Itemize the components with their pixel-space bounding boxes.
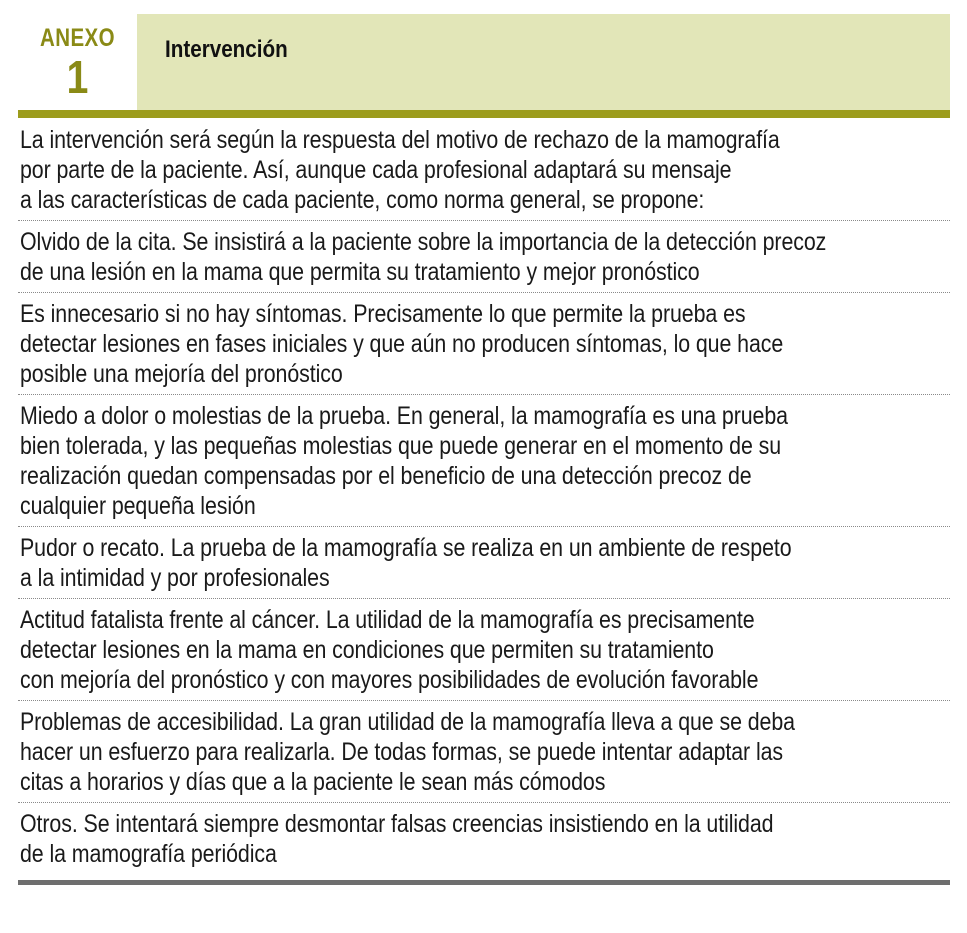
paragraph-fatalista <box>18 599 950 701</box>
paragraph-line: Actitud fatalista frente al cáncer. La utilidad de la mamografía es precisamente <box>20 606 755 634</box>
annex-title: Intervención <box>165 36 288 63</box>
paragraph-line: Pudor o recato. La prueba de la mamografía se realiza en un ambiente de respeto <box>20 534 792 562</box>
paragraph-intro <box>18 119 950 221</box>
paragraph-pudor <box>18 527 950 599</box>
paragraph-otros <box>18 803 950 874</box>
paragraph-line: de la mamografía periódica <box>20 840 277 868</box>
annex-number: 1 <box>66 51 89 103</box>
paragraph-line: bien tolerada, y las pequeñas molestias que puede generar en el momento de su <box>20 432 782 460</box>
paragraph-line: citas a horarios y días que a la paciente le sean más cómodos <box>20 768 606 796</box>
paragraph-line: La intervención será según la respuesta del motivo de rechazo de la mamografía <box>20 126 780 154</box>
paragraph-line: cualquier pequeña lesión <box>20 492 256 520</box>
paragraph-line: hacer un esfuerzo para realizarla. De todas formas, se puede intentar adaptar las <box>20 738 784 766</box>
paragraph-accesibilidad <box>18 701 950 803</box>
paragraph-line: detectar lesiones en fases iniciales y que aún no producen síntomas, lo que hace <box>20 330 784 358</box>
paragraph-line: Miedo a dolor o molestias de la prueba. En general, la mamografía es una prueba <box>20 402 788 430</box>
header-rule <box>18 110 950 118</box>
paragraph-line: de una lesión en la mama que permita su tratamiento y mejor pronóstico <box>20 258 700 286</box>
paragraph-line: a la intimidad y por profesionales <box>20 564 330 592</box>
paragraph-line: Problemas de accesibilidad. La gran utilidad de la mamografía lleva a que se deba <box>20 708 795 736</box>
footer-rule <box>18 880 950 885</box>
paragraph-line: Otros. Se intentará siempre desmontar falsas creencias insistiendo en la utilidad <box>20 810 774 838</box>
paragraph-line: detectar lesiones en la mama en condiciones que permiten su tratamiento <box>20 636 714 664</box>
annex-header <box>18 14 950 110</box>
paragraph-line: posible una mejoría del pronóstico <box>20 360 343 388</box>
annex-body <box>18 119 950 874</box>
paragraph-line: a las características de cada paciente, como norma general, se propone: <box>20 186 705 214</box>
annex-box <box>18 14 950 885</box>
annex-label: ANEXO <box>40 24 115 52</box>
annex-title-bar <box>137 14 950 110</box>
paragraph-line: con mejoría del pronóstico y con mayores posibilidades de evolución favorable <box>20 666 759 694</box>
paragraph-olvido <box>18 221 950 293</box>
paragraph-line: realización quedan compensadas por el beneficio de una detección precoz de <box>20 462 752 490</box>
paragraph-miedo <box>18 395 950 527</box>
paragraph-line: Olvido de la cita. Se insistirá a la paciente sobre la importancia de la detección precoz <box>20 228 827 256</box>
paragraph-innecesario <box>18 293 950 395</box>
paragraph-line: Es innecesario si no hay síntomas. Precisamente lo que permite la prueba es <box>20 300 746 328</box>
annex-badge <box>18 14 137 110</box>
paragraph-line: por parte de la paciente. Así, aunque cada profesional adaptará su mensaje <box>20 156 732 184</box>
